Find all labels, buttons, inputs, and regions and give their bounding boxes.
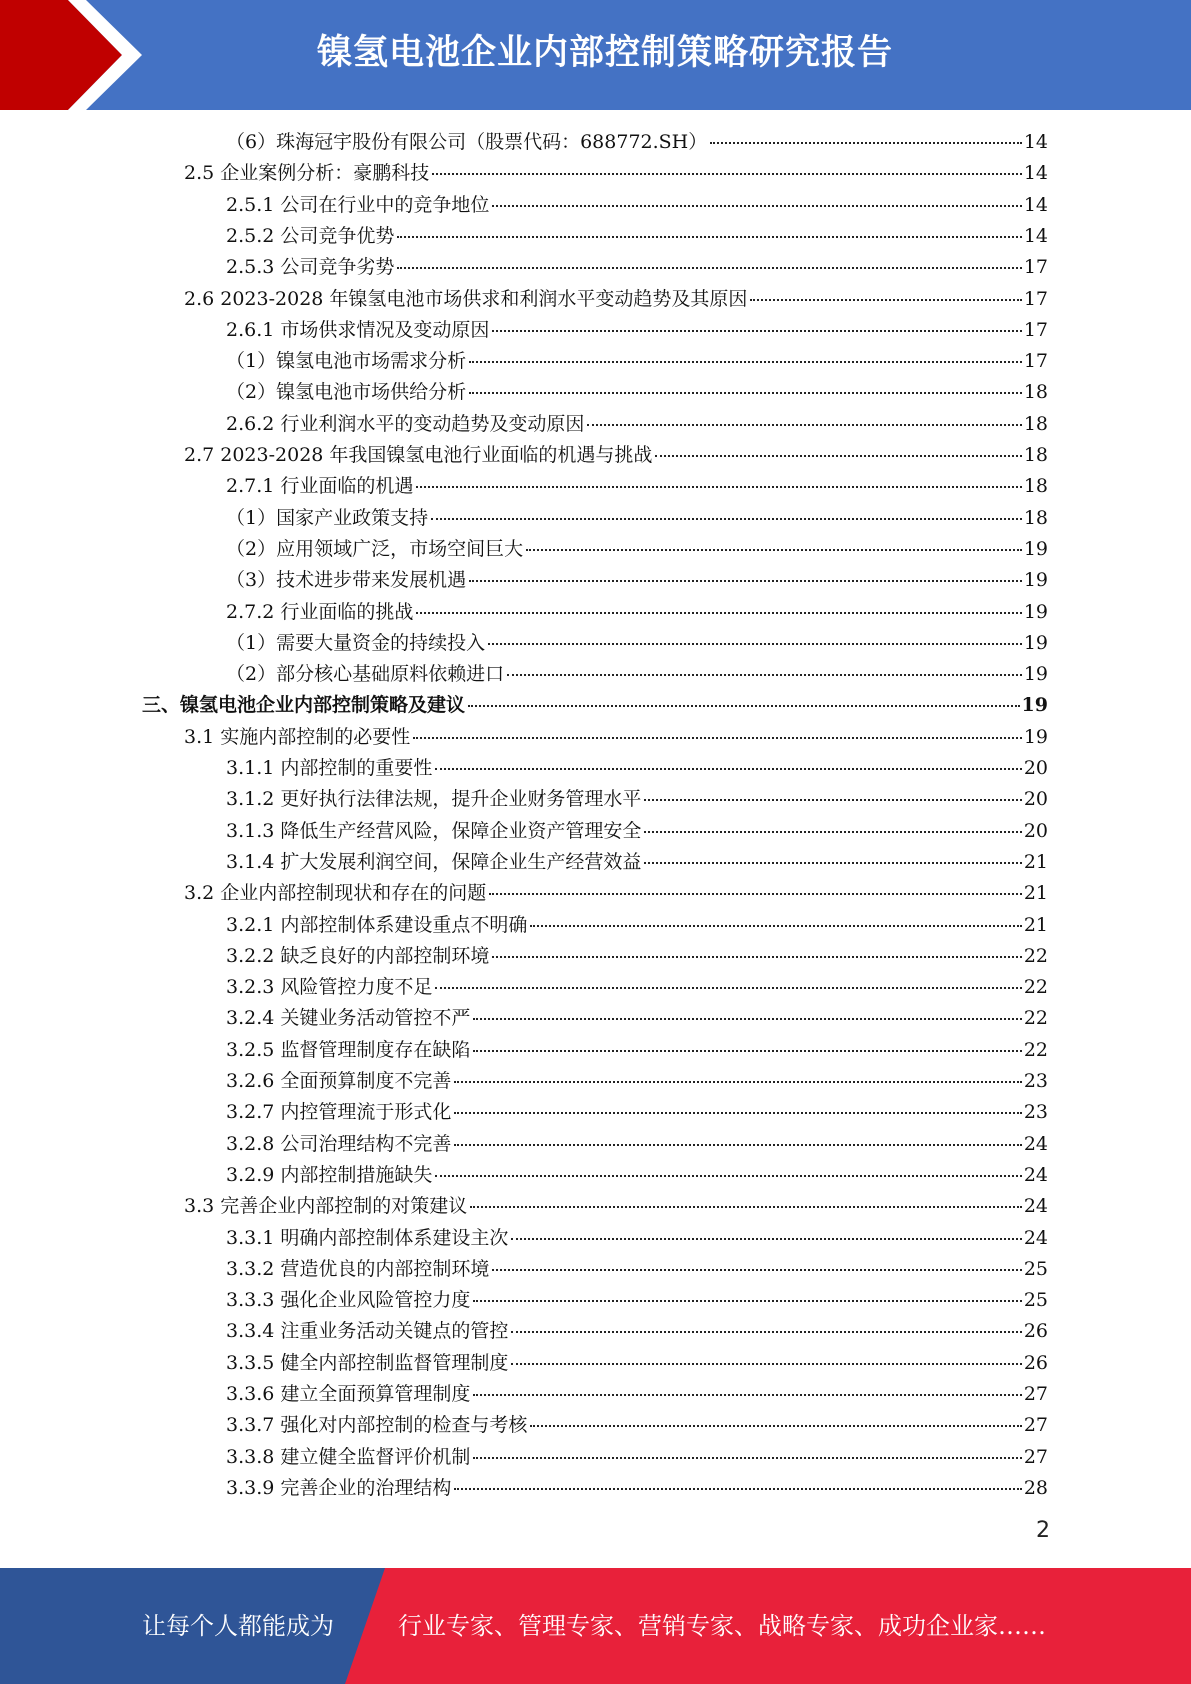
toc-entry-label: 三、镍氢电池企业内部控制策略及建议 <box>142 694 466 717</box>
toc-entry-page: 18 <box>1023 506 1048 529</box>
toc-leader-dots <box>750 299 1021 301</box>
toc-entry-page: 18 <box>1023 444 1048 466</box>
toc-entry[interactable] <box>226 972 1048 1003</box>
toc-entry-page: 19 <box>1023 725 1048 748</box>
toc-entry-label: 2.5.2 公司竞争优势 <box>226 224 395 247</box>
toc-entry-label: 3.1 实施内部控制的必要性 <box>184 725 411 748</box>
toc-entry[interactable] <box>184 1191 1048 1222</box>
footer-slogan-left: 让每个人都能成为 <box>142 1612 334 1640</box>
toc-entry-label: 3.2.7 内控管理流于形式化 <box>226 1101 452 1124</box>
toc-entry-page: 14 <box>1023 224 1048 247</box>
toc-leader-dots <box>587 424 1021 426</box>
page-footer <box>0 1568 1191 1684</box>
toc-entry-label: 2.5.3 公司竞争劣势 <box>226 256 395 279</box>
toc-entry[interactable] <box>226 377 1048 408</box>
toc-entry-page: 19 <box>1023 663 1048 686</box>
toc-leader-dots <box>488 643 1022 645</box>
toc-entry[interactable] <box>226 1160 1048 1191</box>
toc-entry-label: 2.7 2023-2028 年我国镍氢电池行业面临的机遇与挑战 <box>184 444 653 466</box>
footer-slogan-right: 行业专家、管理专家、营销专家、战略专家、成功企业家…… <box>398 1612 1046 1640</box>
toc-entry-label: （2）应用领域广泛，市场空间巨大 <box>226 537 524 560</box>
toc-entry-page: 19 <box>1023 537 1048 560</box>
toc-leader-dots <box>469 361 1022 363</box>
toc-entry-label: 3.1.4 扩大发展利润空间，保障企业生产经营效益 <box>226 850 642 873</box>
toc-leader-dots <box>511 1331 1021 1333</box>
toc-entry-label: 2.6.1 市场供求情况及变动原因 <box>226 318 490 341</box>
toc-leader-dots <box>435 1175 1021 1177</box>
toc-entry-label: 2.5 企业案例分析：豪鹏科技 <box>184 162 430 185</box>
toc-entry-label: 3.1.3 降低生产经营风险，保障企业资产管理安全 <box>226 819 642 842</box>
report-title: 镍氢电池企业内部控制策略研究报告 <box>316 33 893 73</box>
toc-entry-page: 23 <box>1023 1101 1048 1124</box>
toc-entry-page: 24 <box>1023 1132 1048 1155</box>
toc-leader-dots <box>530 925 1021 927</box>
toc-entry[interactable] <box>226 190 1048 221</box>
toc-entry-label: 3.3.1 明确内部控制体系建设主次 <box>226 1226 509 1249</box>
toc-entry-page: 28 <box>1023 1476 1048 1499</box>
toc-entry-page: 26 <box>1023 1320 1048 1343</box>
toc-entry-page: 17 <box>1023 350 1048 373</box>
toc-entry-page: 20 <box>1023 788 1048 811</box>
toc-entry-label: 2.7.1 行业面临的机遇 <box>226 475 414 498</box>
toc-entry-label: （2）镍氢电池市场供给分析 <box>226 381 467 404</box>
toc-entry[interactable] <box>184 878 1048 909</box>
toc-leader-dots <box>492 205 1021 207</box>
toc-leader-dots <box>644 799 1021 801</box>
toc-leader-dots <box>492 956 1021 958</box>
toc-entry-page: 14 <box>1023 193 1048 216</box>
toc-entry-page: 19 <box>1023 600 1048 623</box>
toc-leader-dots <box>431 518 1022 520</box>
toc-leader-dots <box>432 173 1022 175</box>
toc-entry[interactable] <box>184 158 1048 189</box>
toc-leader-dots <box>492 330 1021 332</box>
toc-entry-page: 19 <box>1023 631 1048 654</box>
toc-entry-label: 3.2.8 公司治理结构不完善 <box>226 1132 452 1155</box>
toc-entry-label: 3.3.5 健全内部控制监督管理制度 <box>226 1351 509 1374</box>
toc-entry[interactable] <box>226 1066 1048 1097</box>
toc-leader-dots <box>413 737 1022 739</box>
toc-leader-dots <box>511 1238 1021 1240</box>
toc-entry-page: 14 <box>1023 162 1048 185</box>
toc-entry-page: 20 <box>1023 757 1048 779</box>
toc-entry[interactable] <box>184 440 1048 471</box>
toc-leader-dots <box>397 267 1021 269</box>
toc-entry-label: 3.2 企业内部控制现状和存在的问题 <box>184 882 487 905</box>
toc-entry-page: 23 <box>1023 1070 1048 1092</box>
toc-leader-dots <box>416 612 1021 614</box>
toc-entry[interactable] <box>226 784 1048 815</box>
toc-entry-page: 27 <box>1023 1414 1048 1437</box>
toc-entry-page: 22 <box>1023 944 1048 967</box>
toc-entry[interactable] <box>226 1254 1048 1285</box>
toc-leader-dots <box>468 705 1020 707</box>
toc-entry-page: 20 <box>1023 819 1048 842</box>
toc-leader-dots <box>473 1394 1021 1396</box>
toc-entry[interactable] <box>226 1285 1048 1316</box>
toc-entry-label: （6）珠海冠宇股份有限公司（股票代码：688772.SH） <box>226 131 708 153</box>
toc-entry-page: 24 <box>1023 1195 1048 1218</box>
toc-entry-label: 3.1.2 更好执行法律法规，提升企业财务管理水平 <box>226 788 642 811</box>
toc-entry-page: 19 <box>1021 694 1048 717</box>
toc-entry[interactable] <box>226 1129 1048 1160</box>
toc-entry[interactable] <box>226 1035 1048 1066</box>
toc-entry[interactable] <box>142 690 1048 721</box>
toc-entry[interactable] <box>226 659 1048 690</box>
toc-entry-label: （3）技术进步带来发展机遇 <box>226 569 467 592</box>
toc-leader-dots <box>435 987 1021 989</box>
toc-leader-dots <box>435 768 1021 770</box>
toc-entry[interactable] <box>226 503 1048 534</box>
toc-leader-dots <box>492 1269 1021 1271</box>
toc-entry[interactable] <box>226 471 1048 502</box>
toc-leader-dots <box>454 1144 1021 1146</box>
toc-leader-dots <box>397 236 1021 238</box>
toc-entry[interactable] <box>226 346 1048 377</box>
toc-leader-dots <box>473 1018 1021 1020</box>
toc-entry-label: 3.3.8 建立健全监督评价机制 <box>226 1445 471 1468</box>
toc-entry-page: 18 <box>1023 412 1048 435</box>
toc-entry[interactable] <box>226 1316 1048 1347</box>
toc-entry[interactable] <box>226 847 1048 878</box>
toc-entry-label: 2.5.1 公司在行业中的竞争地位 <box>226 193 490 216</box>
toc-entry[interactable] <box>184 722 1048 753</box>
toc-entry[interactable] <box>226 1379 1048 1410</box>
toc-entry-label: 3.3.7 强化对内部控制的检查与考核 <box>226 1414 528 1437</box>
toc-entry[interactable] <box>226 221 1048 252</box>
toc-entry[interactable] <box>226 127 1048 158</box>
toc-entry-page: 24 <box>1023 1226 1048 1249</box>
toc-entry-label: 3.1.1 内部控制的重要性 <box>226 757 433 779</box>
toc-leader-dots <box>454 1081 1021 1083</box>
toc-entry[interactable] <box>226 1003 1048 1034</box>
toc-entry[interactable] <box>226 628 1048 659</box>
toc-leader-dots <box>530 1425 1021 1427</box>
toc-entry[interactable] <box>226 816 1048 847</box>
toc-entry-page: 14 <box>1023 131 1048 153</box>
toc-entry-label: 3.2.2 缺乏良好的内部控制环境 <box>226 944 490 967</box>
toc-entry[interactable] <box>226 565 1048 596</box>
toc-entry-page: 21 <box>1023 913 1048 936</box>
toc-entry-label: （1）需要大量资金的持续投入 <box>226 631 486 654</box>
toc-entry[interactable] <box>184 284 1048 315</box>
toc-entry-label: 3.3.2 营造优良的内部控制环境 <box>226 1257 490 1280</box>
toc-entry-label: 3.3.4 注重业务活动关键点的管控 <box>226 1320 509 1343</box>
toc-entry-page: 19 <box>1023 569 1048 592</box>
toc-entry-page: 17 <box>1023 287 1048 310</box>
toc-entry-label: 3.2.5 监督管理制度存在缺陷 <box>226 1038 471 1061</box>
toc-entry-page: 21 <box>1023 882 1048 905</box>
toc-entry-page: 24 <box>1023 1163 1048 1186</box>
toc-leader-dots <box>416 486 1021 488</box>
toc-entry-label: 3.2.4 关键业务活动管控不严 <box>226 1007 471 1030</box>
toc-entry-label: 3.3.6 建立全面预算管理制度 <box>226 1383 471 1405</box>
toc-entry-page: 27 <box>1023 1383 1048 1405</box>
toc-entry-label: 2.6 2023-2028 年镍氢电池市场供求和利润水平变动趋势及其原因 <box>184 287 748 310</box>
toc-leader-dots <box>473 1457 1021 1459</box>
toc-leader-dots <box>473 1300 1021 1302</box>
toc-leader-dots <box>470 1206 1022 1208</box>
toc-leader-dots <box>511 1363 1021 1365</box>
toc-entry-page: 17 <box>1023 256 1048 279</box>
toc-leader-dots <box>526 549 1022 551</box>
toc-entry-label: 3.2.3 风险管控力度不足 <box>226 976 433 999</box>
toc-leader-dots <box>489 893 1022 895</box>
toc-entry-page: 17 <box>1023 318 1048 341</box>
toc-entry-page: 25 <box>1023 1289 1048 1312</box>
toc-entry[interactable] <box>226 1223 1048 1254</box>
toc-entry-label: 3.3.9 完善企业的治理结构 <box>226 1476 452 1499</box>
toc-entry-page: 21 <box>1023 850 1048 873</box>
toc-entry[interactable] <box>226 1097 1048 1128</box>
toc-entry[interactable] <box>226 409 1048 440</box>
toc-entry[interactable] <box>226 941 1048 972</box>
toc-entry-page: 27 <box>1023 1445 1048 1468</box>
toc-entry-label: 3.2.9 内部控制措施缺失 <box>226 1163 433 1186</box>
toc-entry[interactable] <box>226 597 1048 628</box>
toc-entry-page: 22 <box>1023 976 1048 999</box>
toc-entry-page: 18 <box>1023 381 1048 404</box>
toc-entry-label: （1）国家产业政策支持 <box>226 506 429 529</box>
toc-entry-label: 3.3 完善企业内部控制的对策建议 <box>184 1195 468 1218</box>
toc-entry-label: 3.3.3 强化企业风险管控力度 <box>226 1289 471 1312</box>
page-number: 2 <box>1036 1518 1050 1543</box>
toc-entry-label: （2）部分核心基础原料依赖进口 <box>226 663 505 686</box>
toc-entry[interactable] <box>226 1348 1048 1379</box>
toc-leader-dots <box>454 1112 1021 1114</box>
toc-leader-dots <box>454 1488 1021 1490</box>
toc-leader-dots <box>644 862 1021 864</box>
toc-entry-label: 2.7.2 行业面临的挑战 <box>226 600 414 623</box>
toc-entry-label: 3.2.6 全面预算制度不完善 <box>226 1070 452 1092</box>
page-header <box>0 0 1191 110</box>
toc-entry[interactable] <box>226 753 1048 784</box>
toc-entry-page: 22 <box>1023 1038 1048 1061</box>
toc-entry[interactable] <box>226 1442 1048 1473</box>
toc-entry[interactable] <box>226 534 1048 565</box>
toc-entry-page: 22 <box>1023 1007 1048 1030</box>
toc-entry-page: 26 <box>1023 1351 1048 1374</box>
toc-entry-label: 2.6.2 行业利润水平的变动趋势及变动原因 <box>226 412 585 435</box>
toc-entry-page: 18 <box>1023 475 1048 498</box>
toc-entry[interactable] <box>226 910 1048 941</box>
toc-entry[interactable] <box>226 315 1048 346</box>
toc-leader-dots <box>469 392 1022 394</box>
toc-entry[interactable] <box>226 1473 1048 1504</box>
toc-leader-dots <box>644 831 1021 833</box>
toc-entry[interactable] <box>226 252 1048 283</box>
toc-leader-dots <box>655 455 1021 457</box>
toc-entry-page: 25 <box>1023 1257 1048 1280</box>
toc-entry[interactable] <box>226 1410 1048 1441</box>
toc-leader-dots <box>473 1050 1021 1052</box>
toc-entry-label: 3.2.1 内部控制体系建设重点不明确 <box>226 913 528 936</box>
toc-leader-dots <box>710 142 1022 144</box>
toc-entry-label: （1）镍氢电池市场需求分析 <box>226 350 467 373</box>
toc-leader-dots <box>507 674 1022 676</box>
toc-leader-dots <box>469 580 1022 582</box>
